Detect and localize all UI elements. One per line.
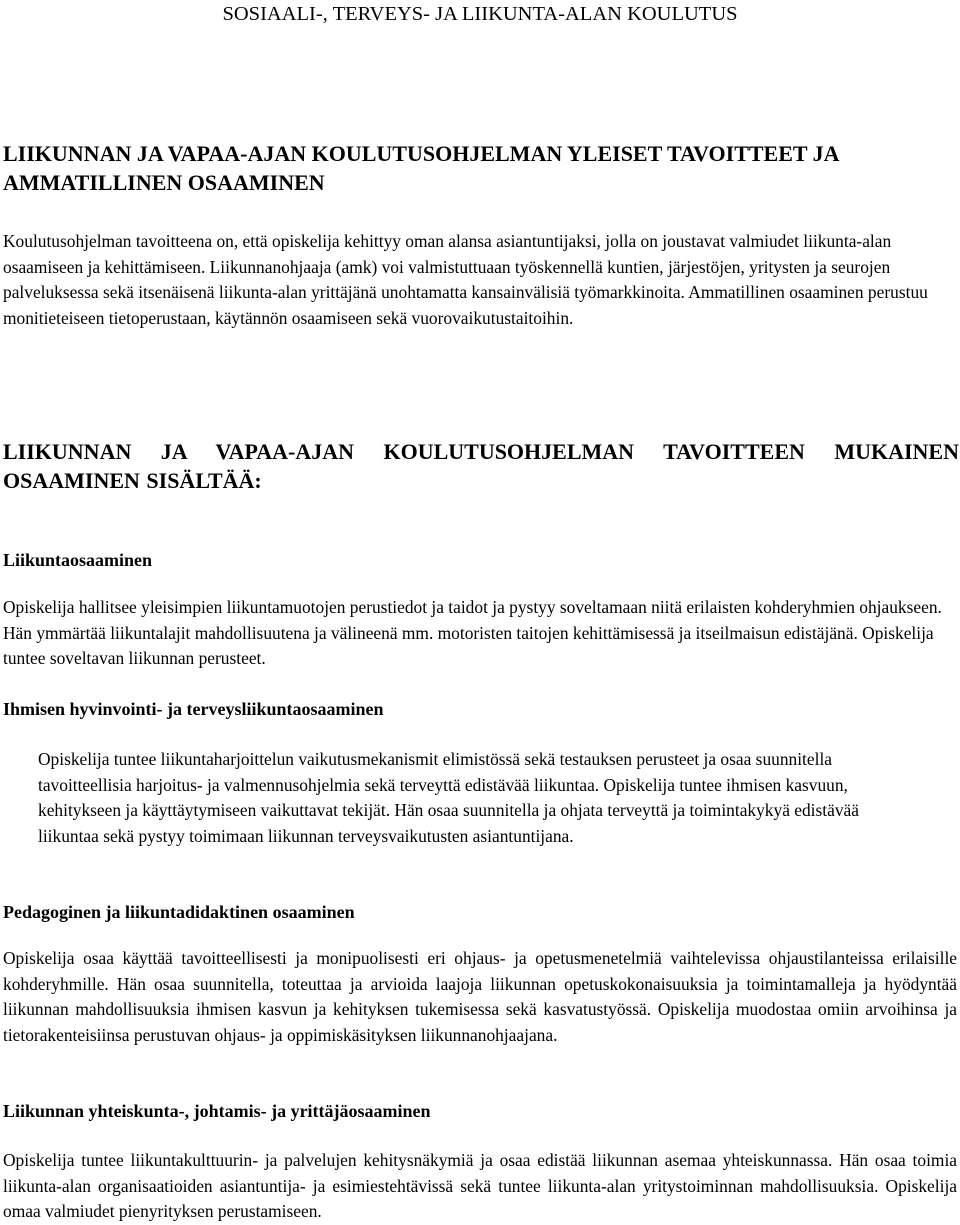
section-text-hyvinvointi: Opiskelija tuntee liikuntaharjoittelun vaikutusmekanismit elimistössä sekä testauksen perusteet ja osaa suunnitella tavoitteellisia harjoitus- ja valmennusohjelmia sekä terveyttä edistävää liikuntaa. Opiskelija tuntee ihmisen kasvuun, kehitykseen ja käyttäytymiseen vaikuttavat tekijät. Hän osaa suunnitella ja ohjata terveyttä ja toimintakykyä edistävää liikuntaa sekä pystyy toimimaan liikunnan terveysvaikutusten asiantuntijana. (38, 749, 859, 846)
section-text-pedagoginen: Opiskelija osaa käyttää tavoitteellisesti ja monipuolisesti eri ohjaus- ja opetusmenetelmiä vaihtelevissa ohjaustilanteissa erilaisille kohderyhmille. Hän osaa suunnitella, toteuttaa ja arvioida laajoja liikunnan opetuskokonaisuuksia ja toimintamalleja ja hyödyntää liikunnan mahdollisuuksia ihmisen kasvun ja kehityksen tukemisessa sekä kasvatustyössä. Opiskelija muodostaa omiin arvoihinsa ja tietorakenteisiinsa perustuvan ohjaus- ja oppimiskäsityksen liikunnanohjaajana. (3, 948, 957, 1045)
intro-paragraph: Koulutusohjelman tavoitteena on, että opiskelija kehittyy oman alansa asiantuntijaksi, jolla on joustavat valmiudet liikunta-alan osaamiseen ja kehittämiseen. Liikunnanohjaaja (amk) voi valmistuttuaan työskennellä kuntien, järjestöjen, yritysten ja seurojen palveluksessa sekä itsenäisenä liikunta-alan yrittäjänä unohtamatta kansainvälisiä työmarkkinoita. Ammatillinen osaaminen perustuu monitieteiseen tietoperustaan, käytännön osaamiseen sekä vuorovaikutustaitoihin. (3, 231, 928, 328)
section-text-yhteiskunta: Opiskelija tuntee liikuntakulttuurin- ja palvelujen kehitysnäkymiä ja osaa edistää liikunnan asemaa yhteiskunnassa. Hän osaa toimia liikunta-alan organisaatioiden asiantuntija- ja esimiestehtävissä sekä tuntee liikunta-alan yritystoiminnan mahdollisuuksia. Opiskelija omaa valmiudet pienyrityksen perustamiseen. (3, 1150, 957, 1222)
section-list-heading: LIIKUNNAN JA VAPAA-AJAN KOULUTUSOHJELMAN TAVOITTEEN MUKAINEN OSAAMINEN SISÄLTÄÄ: (3, 439, 959, 493)
section-title-hyvinvointi: Ihmisen hyvinvointi- ja terveysliikuntaosaaminen (3, 699, 384, 719)
document-header: SOSIAALI-, TERVEYS- JA LIIKUNTA-ALAN KOULUTUS (222, 3, 738, 25)
main-heading: LIIKUNNAN JA VAPAA-AJAN KOULUTUSOHJELMAN YLEISET TAVOITTEET JA AMMATILLINEN OSAAMINEN (3, 141, 839, 195)
section-text-liikuntaosaaminen: Opiskelija hallitsee yleisimpien liikuntamuotojen perustiedot ja taidot ja pystyy soveltamaan niitä erilaisten kohderyhmien ohjaukseen. Hän ymmärtää liikuntalajit mahdollisuutena ja välineenä mm. motoristen taitojen kehittämisessä ja itseilmaisun edistäjänä. Opiskelija tuntee soveltavan liikunnan perusteet. (3, 597, 942, 669)
section-title-pedagoginen: Pedagoginen ja liikuntadidaktinen osaaminen (3, 902, 355, 922)
section-title-yhteiskunta: Liikunnan yhteiskunta-, johtamis- ja yrittäjäosaaminen (3, 1101, 431, 1121)
section-title-liikuntaosaaminen: Liikuntaosaaminen (3, 550, 153, 570)
